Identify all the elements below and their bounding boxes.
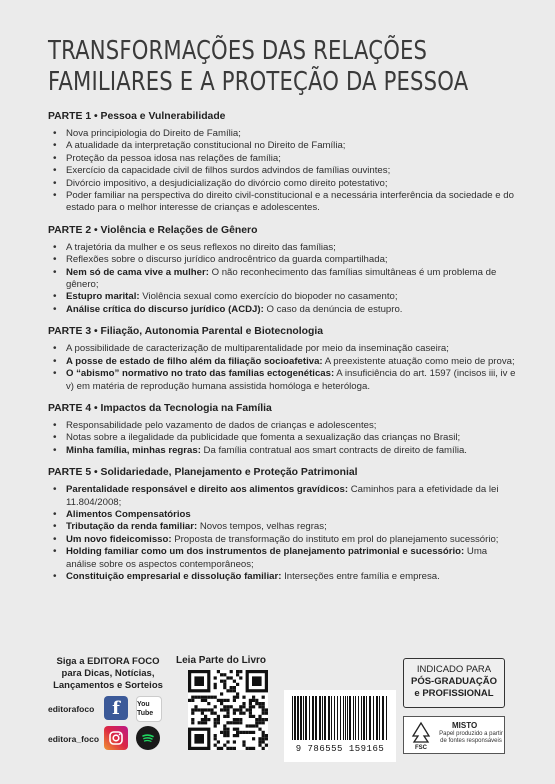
follow-text: Siga a EDITORA FOCO para Dicas, Notícias, Lançamentos e Sorteios <box>53 656 163 691</box>
item-text: Proposta de transformação do instituto em prol do planejamento sucessório; <box>171 533 499 545</box>
instagram-icon[interactable] <box>104 726 128 750</box>
list-item <box>62 484 518 509</box>
item-bold-text: Constituição empresarial e dissolução familiar: <box>66 570 282 582</box>
item-text: Exercício da capacidade civil de filhos surdos advindos de famílias ouvintes; <box>66 165 391 177</box>
table-of-contents <box>48 110 518 592</box>
item-bold-text: Análise crítica do discurso jurídico (ACDJ): <box>66 303 264 315</box>
recommended-line-3: e PROFISSIONAL <box>414 688 494 699</box>
list-item <box>62 304 518 316</box>
part-heading <box>48 224 518 238</box>
item-text: Violência sexual como exercício do biopoder no casamento; <box>139 291 398 303</box>
qr-label: Leia Parte do Livro <box>176 655 267 666</box>
part-items <box>48 343 518 393</box>
list-item <box>62 343 518 355</box>
part-label: PARTE 5 <box>48 467 92 479</box>
part-separator: • <box>91 111 101 122</box>
part-items <box>48 484 518 583</box>
part-heading <box>48 402 518 416</box>
part-separator: • <box>91 467 101 479</box>
list-item <box>62 190 518 215</box>
item-text: Divórcio impositivo, a desjudicialização do divórcio como direito potestativo; <box>66 177 388 189</box>
title-line-2: FAMILIARES E A PROTEÇÃO DA PESSOA <box>48 67 469 97</box>
back-cover-footer <box>0 640 555 784</box>
list-item <box>62 432 518 444</box>
list-item <box>62 445 518 457</box>
part-section <box>48 325 518 393</box>
fsc-logo-text: FSC <box>415 745 427 750</box>
part-separator: • <box>91 402 101 414</box>
title-line-1: TRANSFORMAÇÕES DAS RELAÇÕES <box>48 36 428 66</box>
list-item <box>62 509 518 521</box>
list-item <box>62 242 518 254</box>
item-text: A trajetória da mulher e os seus reflexos no direito das famílias; <box>66 241 336 253</box>
item-bold-text: Tributação da renda familiar: <box>66 521 198 533</box>
item-text: Nova principiologia do Direito de Família; <box>66 128 241 139</box>
item-text: Proteção da pessoa idosa nas relações de família; <box>66 152 281 164</box>
list-item <box>62 165 518 177</box>
part-label: PARTE 1 <box>48 111 92 122</box>
fsc-text: Papel produzido a partir de fontes responsáveis <box>439 731 503 744</box>
item-text: Notas sobre a ilegalidade da publicidade que fomenta a sexualização das crianças no Brasil; <box>66 432 461 444</box>
part-heading <box>48 466 518 480</box>
item-bold-text: Holding familiar como um dos instrumentos de planejamento patrimonial e sucessório: <box>66 546 465 558</box>
item-bold-text: Um novo fideicomisso: <box>66 533 172 545</box>
part-items <box>48 242 518 316</box>
list-item <box>62 368 518 393</box>
part-heading <box>48 325 518 339</box>
list-item <box>62 153 518 165</box>
list-item <box>62 534 518 546</box>
list-item <box>62 571 518 583</box>
item-bold-text: A posse de estado de filho além da filiação socioafetiva: <box>66 355 323 367</box>
list-item <box>62 420 518 432</box>
item-text: Poder familiar na perspectiva do direito civil-constitucional e a necessária interferência da sociedade e do estado para o melhor interesse de crianças e adolescentes. <box>66 190 514 214</box>
facebook-icon[interactable]: f <box>104 696 128 720</box>
item-bold-text: Parentalidade responsável e direito aos alimentos gravídicos: <box>66 484 349 496</box>
fsc-tree-icon <box>408 720 434 750</box>
item-bold-text: Nem só de cama vive a mulher: <box>66 266 209 278</box>
item-text: Caminhos para a efetividade da lei 11.804/2008; <box>66 484 499 508</box>
handle-editorafoco: editorafoco <box>48 704 95 714</box>
part-separator: • <box>91 224 101 236</box>
list-item <box>62 546 518 571</box>
item-text: Da família contratual aos smart contracts de direito de família. <box>200 444 467 456</box>
part-section <box>48 466 518 583</box>
part-name: Violência e Relações de Gênero <box>100 224 258 236</box>
list-item <box>62 521 518 533</box>
item-text: O não reconhecimento das famílias simultâneas é um problema de gênero; <box>66 266 497 291</box>
part-separator: • <box>91 326 101 338</box>
part-items <box>48 420 518 457</box>
item-text: Novos tempos, velhas regras; <box>197 521 327 533</box>
item-text: Uma análise sobre os aspectos contemporâneos; <box>66 546 488 570</box>
part-name: Solidariedade, Planejamento e Proteção Patrimonial <box>100 467 358 479</box>
item-text: A possibilidade de caracterização de multiparentalidade por meio da inseminação caseira; <box>66 343 449 355</box>
list-item <box>62 140 518 152</box>
qr-code[interactable] <box>188 670 268 750</box>
instagram-glyph <box>108 730 124 746</box>
youtube-icon[interactable] <box>136 696 162 722</box>
item-text: Reflexões sobre o discurso jurídico androcêntrico da guarda compartilhada; <box>66 254 388 266</box>
part-heading <box>48 110 518 124</box>
part-section <box>48 110 518 215</box>
item-bold-text: Alimentos Compensatórios <box>66 508 191 520</box>
part-label: PARTE 4 <box>48 402 92 414</box>
item-text: A preexistente atuação como meio de prova; <box>322 355 515 367</box>
part-name: Pessoa e Vulnerabilidade <box>100 111 226 122</box>
item-text: Responsabilidade pelo vazamento de dados de crianças e adolescentes; <box>66 419 377 431</box>
spotify-glyph <box>140 730 156 746</box>
list-item <box>62 267 518 292</box>
handle-editora-foco: editora_foco <box>48 734 100 744</box>
item-text: A insuficiência do art. 1597 (incisos iii, iv e v) em matéria de reprodução humana assistida homóloga e heteróloga. <box>66 368 516 392</box>
part-section <box>48 224 518 316</box>
part-label: PARTE 3 <box>48 326 92 338</box>
list-item <box>62 128 518 140</box>
list-item <box>62 356 518 368</box>
barcode-bars <box>284 690 396 742</box>
recommended-badge <box>403 658 505 708</box>
item-text: A atualidade da interpretação constitucional no Direito de Família; <box>66 140 346 152</box>
part-items <box>48 128 518 215</box>
book-title <box>48 36 469 98</box>
fsc-title: MISTO <box>452 721 478 730</box>
recommended-line-2: PÓS-GRADUAÇÃO <box>410 676 498 687</box>
part-name: Impactos da Tecnologia na Família <box>100 402 272 414</box>
youtube-icon-text: You Tube <box>137 701 154 717</box>
spotify-icon[interactable] <box>136 726 160 750</box>
item-bold-text: O “abismo” normativo no trato das famílias ectogenéticas: <box>66 368 335 380</box>
list-item <box>62 254 518 266</box>
list-item <box>62 291 518 303</box>
part-label: PARTE 2 <box>48 224 92 236</box>
item-bold-text: Estupro marital: <box>66 291 140 303</box>
item-text: Interseções entre família e empresa. <box>281 570 440 582</box>
part-name: Filiação, Autonomia Parental e Biotecnologia <box>100 326 324 338</box>
isbn-number: 9 786555 159165 <box>295 744 385 754</box>
part-section <box>48 402 518 457</box>
item-text: O caso da denúncia de estupro. <box>263 303 403 315</box>
recommended-line-1: INDICADO PARA <box>416 664 492 675</box>
list-item <box>62 178 518 190</box>
item-bold-text: Minha família, minhas regras: <box>66 444 201 456</box>
fsc-label <box>403 716 505 754</box>
